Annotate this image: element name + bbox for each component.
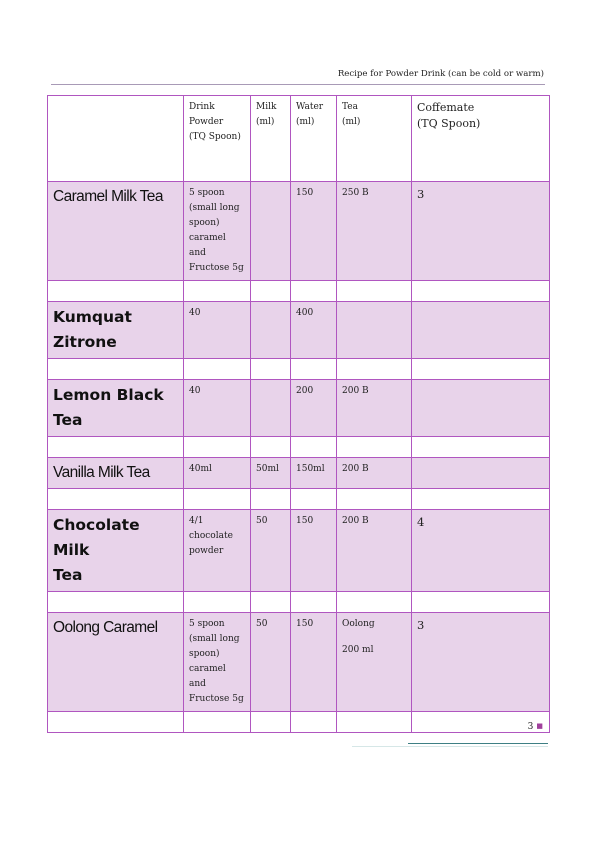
page-number [528, 722, 543, 732]
drink-name-cell [48, 302, 184, 359]
water-cell: 400 [291, 302, 337, 359]
coffemate-cell: 4 [412, 510, 550, 592]
drink-powder-cell [184, 613, 251, 712]
water-cell: 150 [291, 613, 337, 712]
spacer-cell [48, 712, 184, 733]
spacer-cell [251, 437, 291, 458]
header-cell-tea [337, 96, 412, 182]
spacer-cell [251, 489, 291, 510]
footer-divider-accent [408, 743, 548, 744]
coffemate-cell [412, 302, 550, 359]
tea-cell: 250 B [337, 182, 412, 281]
tea-cell: 200 B [337, 510, 412, 592]
spacer-cell [251, 712, 291, 733]
spacer-cell [48, 592, 184, 613]
spacer-cell [291, 712, 337, 733]
table-row-lemon-black-tea [48, 380, 550, 437]
coffemate-cell: 3 [412, 182, 550, 281]
footer-divider-light [352, 746, 548, 747]
header-cell-blank [48, 96, 184, 182]
spacer-cell [184, 712, 251, 733]
header-cell-drink-powder [184, 96, 251, 182]
header-label-drink-powder: Drink Powder (TQ Spoon) [189, 102, 241, 142]
header-label-coffemate: Coffemate (TQ Spoon) [417, 101, 481, 130]
milk-cell: 50 [251, 510, 291, 592]
milk-cell [251, 182, 291, 281]
drink-powder-cell: 40 [184, 380, 251, 437]
spacer-cell [412, 592, 550, 613]
spacer-cell [412, 437, 550, 458]
spacer-cell [412, 281, 550, 302]
tea-cell [337, 302, 412, 359]
drink-powder-cell: 40 [184, 302, 251, 359]
table-header-row [48, 96, 550, 182]
spacer-cell [48, 281, 184, 302]
table-spacer-row [48, 592, 550, 613]
milk-cell [251, 302, 291, 359]
table-spacer-row [48, 489, 550, 510]
page-number-value: 3 [527, 722, 534, 732]
drink-powder-cell [184, 182, 251, 281]
drink-powder-value: 5 spoon (small long spoon) caramel and Fructose 5g [189, 619, 244, 704]
spacer-cell [337, 281, 412, 302]
document-header-title: Recipe for Powder Drink (can be cold or warm) [337, 69, 544, 79]
header-cell-coffemate [412, 96, 550, 182]
header-label-water: Water (ml) [296, 102, 324, 127]
drink-name-cell [48, 380, 184, 437]
table-row-vanilla-milk-tea [48, 458, 550, 489]
milk-cell [251, 380, 291, 437]
table-spacer-row [48, 712, 550, 733]
spacer-cell [251, 359, 291, 380]
water-cell: 200 [291, 380, 337, 437]
drink-name: Kumquat Zitrone [53, 308, 132, 351]
water-cell: 150ml [291, 458, 337, 489]
drink-name: Caramel Milk Tea [48, 182, 184, 281]
drink-powder-cell: 40ml [184, 458, 251, 489]
spacer-cell [184, 437, 251, 458]
spacer-cell [291, 437, 337, 458]
drink-powder-value: 4/1 chocolate powder [189, 516, 233, 556]
drink-powder-value: 5 spoon (small long spoon) caramel and Fructose 5g [189, 188, 244, 273]
spacer-cell [337, 437, 412, 458]
spacer-cell [184, 489, 251, 510]
spacer-cell [291, 592, 337, 613]
tea-amount: 200 ml [342, 645, 374, 655]
drink-name: Vanilla Milk Tea [48, 458, 184, 489]
tea-cell: 200 B [337, 458, 412, 489]
spacer-cell [251, 592, 291, 613]
spacer-cell [291, 359, 337, 380]
table-row-oolong-caramel [48, 613, 550, 712]
table-row-chocolate-milk-tea [48, 510, 550, 592]
tea-gap [342, 632, 406, 643]
water-cell: 150 [291, 510, 337, 592]
spacer-cell [184, 281, 251, 302]
spacer-cell [412, 489, 550, 510]
drink-name: Oolong Caramel [48, 613, 184, 712]
table-spacer-row [48, 281, 550, 302]
coffemate-cell [412, 458, 550, 489]
spacer-cell [251, 281, 291, 302]
spacer-cell [48, 359, 184, 380]
header-label-tea: Tea (ml) [342, 102, 361, 127]
drink-name: Lemon Black Tea [53, 386, 164, 429]
coffemate-cell [412, 380, 550, 437]
spacer-cell [291, 489, 337, 510]
drink-name-cell [48, 510, 184, 592]
tea-cell: 200 B [337, 380, 412, 437]
milk-cell: 50 [251, 613, 291, 712]
spacer-cell [337, 712, 412, 733]
header-cell-milk [251, 96, 291, 182]
spacer-cell [184, 592, 251, 613]
table-spacer-row [48, 359, 550, 380]
spacer-cell [48, 489, 184, 510]
table-spacer-row [48, 437, 550, 458]
table-row-caramel-milk-tea [48, 182, 550, 281]
spacer-cell [337, 489, 412, 510]
page-marker-icon: ■ [536, 722, 543, 730]
water-cell: 150 [291, 182, 337, 281]
spacer-cell [184, 359, 251, 380]
spacer-cell [337, 359, 412, 380]
spacer-cell [412, 359, 550, 380]
drink-name: Chocolate Milk Tea [53, 516, 140, 584]
tea-type: Oolong [342, 619, 375, 629]
spacer-cell [337, 592, 412, 613]
spacer-cell [291, 281, 337, 302]
header-cell-water [291, 96, 337, 182]
header-divider [51, 84, 545, 85]
table-row-kumquat-zitrone [48, 302, 550, 359]
recipe-table [47, 95, 550, 733]
header-label-milk: Milk (ml) [256, 102, 277, 127]
coffemate-cell: 3 [412, 613, 550, 712]
tea-cell [337, 613, 412, 712]
spacer-cell [48, 437, 184, 458]
milk-cell: 50ml [251, 458, 291, 489]
drink-powder-cell [184, 510, 251, 592]
